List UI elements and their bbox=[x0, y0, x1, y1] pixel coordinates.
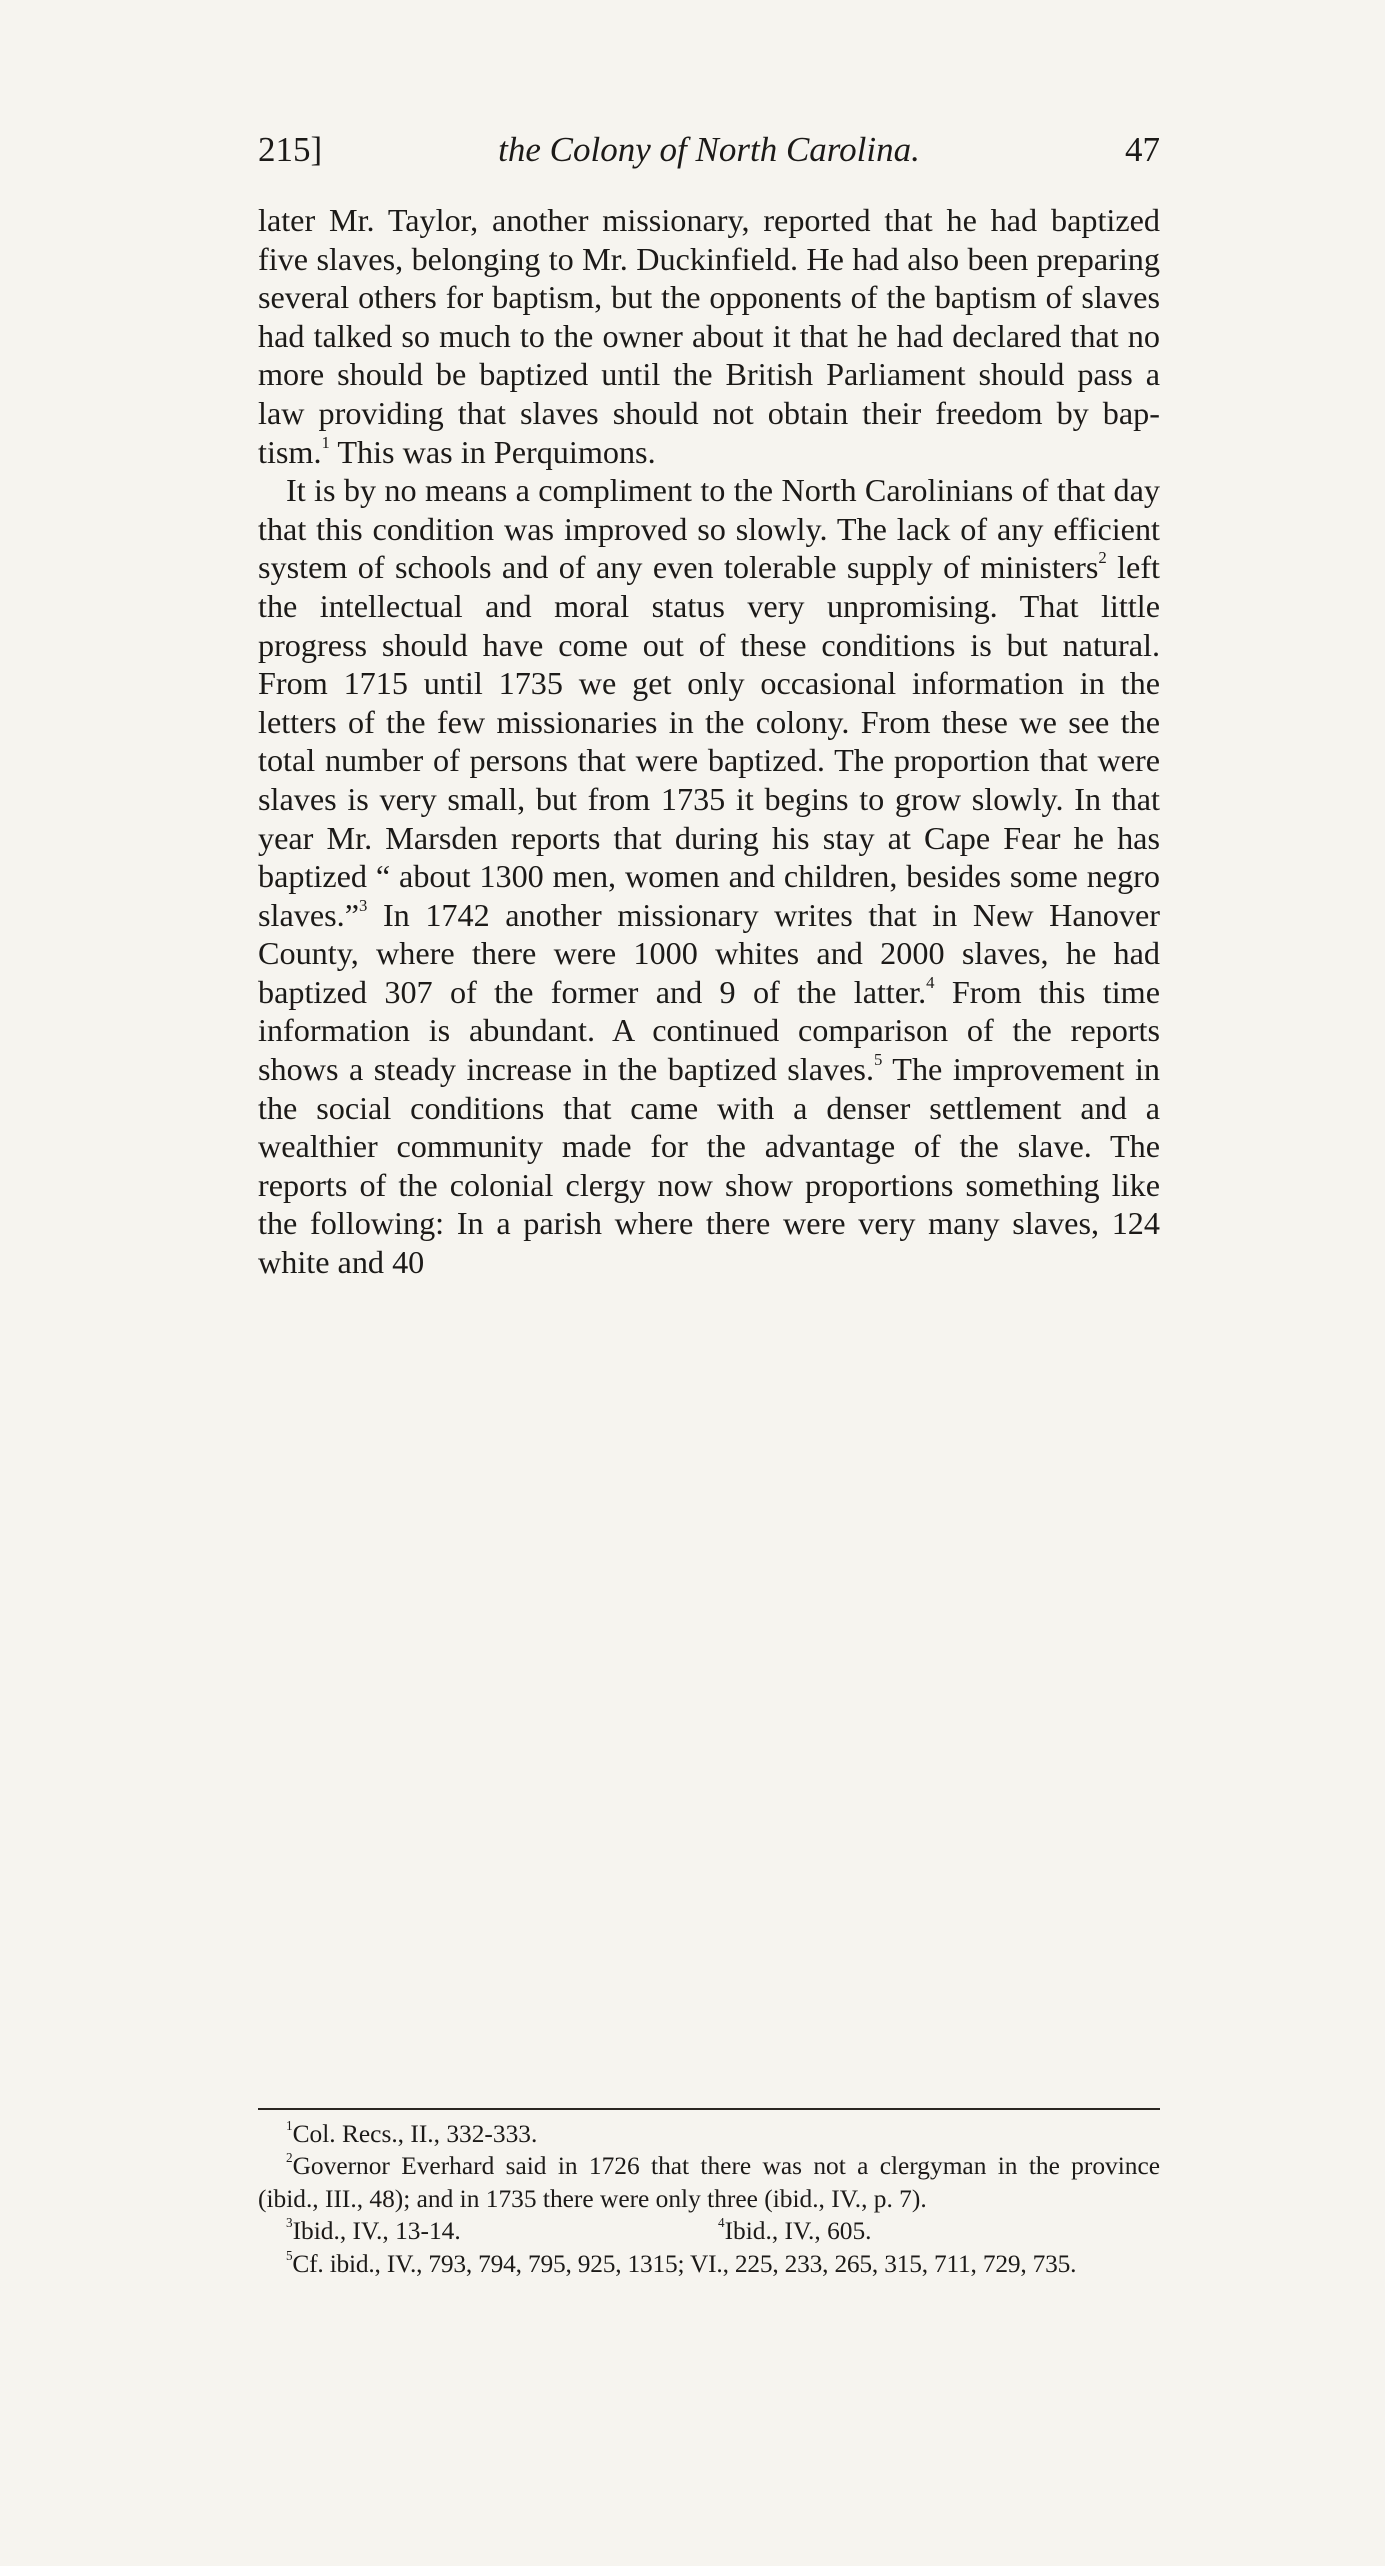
footnotes bbox=[258, 2118, 1160, 2280]
paragraph-text: From this time information is abundant. A continued comparison of the reports shows a steady increase in the baptized slaves. bbox=[258, 973, 1161, 1088]
paragraph-text: The improvement in the social conditions that came with a denser settlement and a wealthier community made for the advantage of the slave. The reports of the colonial clergy now show proportions something like the following: In a parish where there were very many slaves, 124 white and 40 bbox=[258, 1051, 1160, 1281]
running-title: the Colony of North Carolina. bbox=[498, 130, 920, 169]
body-text bbox=[258, 201, 1160, 1282]
footnote-mark: 2 bbox=[286, 2150, 293, 2166]
footnote-4 bbox=[718, 2215, 872, 2247]
footnote-ref-4: 4 bbox=[926, 972, 935, 992]
footnote-3 bbox=[286, 2217, 461, 2245]
footnote-ref-1: 1 bbox=[321, 432, 330, 452]
footnote-5 bbox=[258, 2248, 1160, 2280]
paragraph-text: It is by no means a compliment to the North Carolinians of that day that this condition was improved so slowly. The lack of any efficient system of schools and of any even tolerable supply of ministers bbox=[258, 472, 1160, 586]
paragraph-text: In 1742 another missionary writes that in New Hanover County, where there were 1000 whites and 2000 slaves, he had baptized 307 of the former and 9 of the latter. bbox=[258, 896, 1160, 1010]
footnote-mark: 4 bbox=[718, 2215, 725, 2231]
footnote-text: Ibid., IV., 13-14. bbox=[292, 2217, 461, 2246]
footnote-mark: 3 bbox=[286, 2215, 293, 2231]
footnote-row-3-4 bbox=[258, 2215, 1160, 2247]
footnote-text: Col. Recs., II., 332-333. bbox=[292, 2120, 538, 2148]
paragraph-text: later Mr. Taylor, another missionary, reported that he had baptized five slaves, belonging to Mr. Duckinfield. He had also been preparing several others for baptism, but the opponents of the baptism of slaves had talked so much to the owner about it that he had declared that no more should be baptized until the British Parliament should pass a law providing that slaves should not obtain their freedom by baptism. bbox=[258, 202, 1160, 470]
footnote-ref-3: 3 bbox=[359, 895, 368, 915]
footnote-text: Governor Everhard said in 1726 that there was not a clergyman in the province (ibid., III., 48); and in 1735 there were only three (ibid., IV., p. 7). bbox=[258, 2152, 1160, 2213]
footnote-2 bbox=[258, 2150, 1160, 2215]
page-reference: 215] bbox=[258, 130, 323, 169]
running-header bbox=[258, 128, 1160, 172]
footnote-text: Ibid., IV., 605. bbox=[724, 2217, 872, 2246]
paragraph-text: left the intellectual and moral status very unpromising. That little progress should have come out of these conditions is but natural. From 1715 until 1735 we get only occasional information in the letters of the few missionaries in the colony. From these we see the total number of persons that were baptized. The proportion that were slaves is very small, but from 1735 it begins to grow slowly. In that year Mr. Marsden reports that during his stay at Cape Fear he has baptized “ about 1300 men, women and children, besides some negro slaves.” bbox=[258, 549, 1161, 933]
paragraph-2 bbox=[258, 471, 1160, 1281]
page-number: 47 bbox=[1125, 130, 1160, 169]
footnote-ref-2: 2 bbox=[1098, 548, 1107, 568]
footnote-mark: 5 bbox=[286, 2247, 293, 2263]
paragraph-1 bbox=[258, 201, 1160, 471]
footnote-ref-5: 5 bbox=[874, 1050, 883, 1069]
footnote-mark: 1 bbox=[286, 2118, 293, 2134]
footnote-text: Cf. ibid., IV., 793, 794, 795, 925, 1315; VI., 225, 233, 265, 315, 711, 729, 735. bbox=[292, 2249, 1077, 2278]
paragraph-text: This was in Perquimons. bbox=[329, 433, 656, 470]
footnote-divider bbox=[258, 2108, 1160, 2110]
footnote-1 bbox=[258, 2118, 1160, 2150]
